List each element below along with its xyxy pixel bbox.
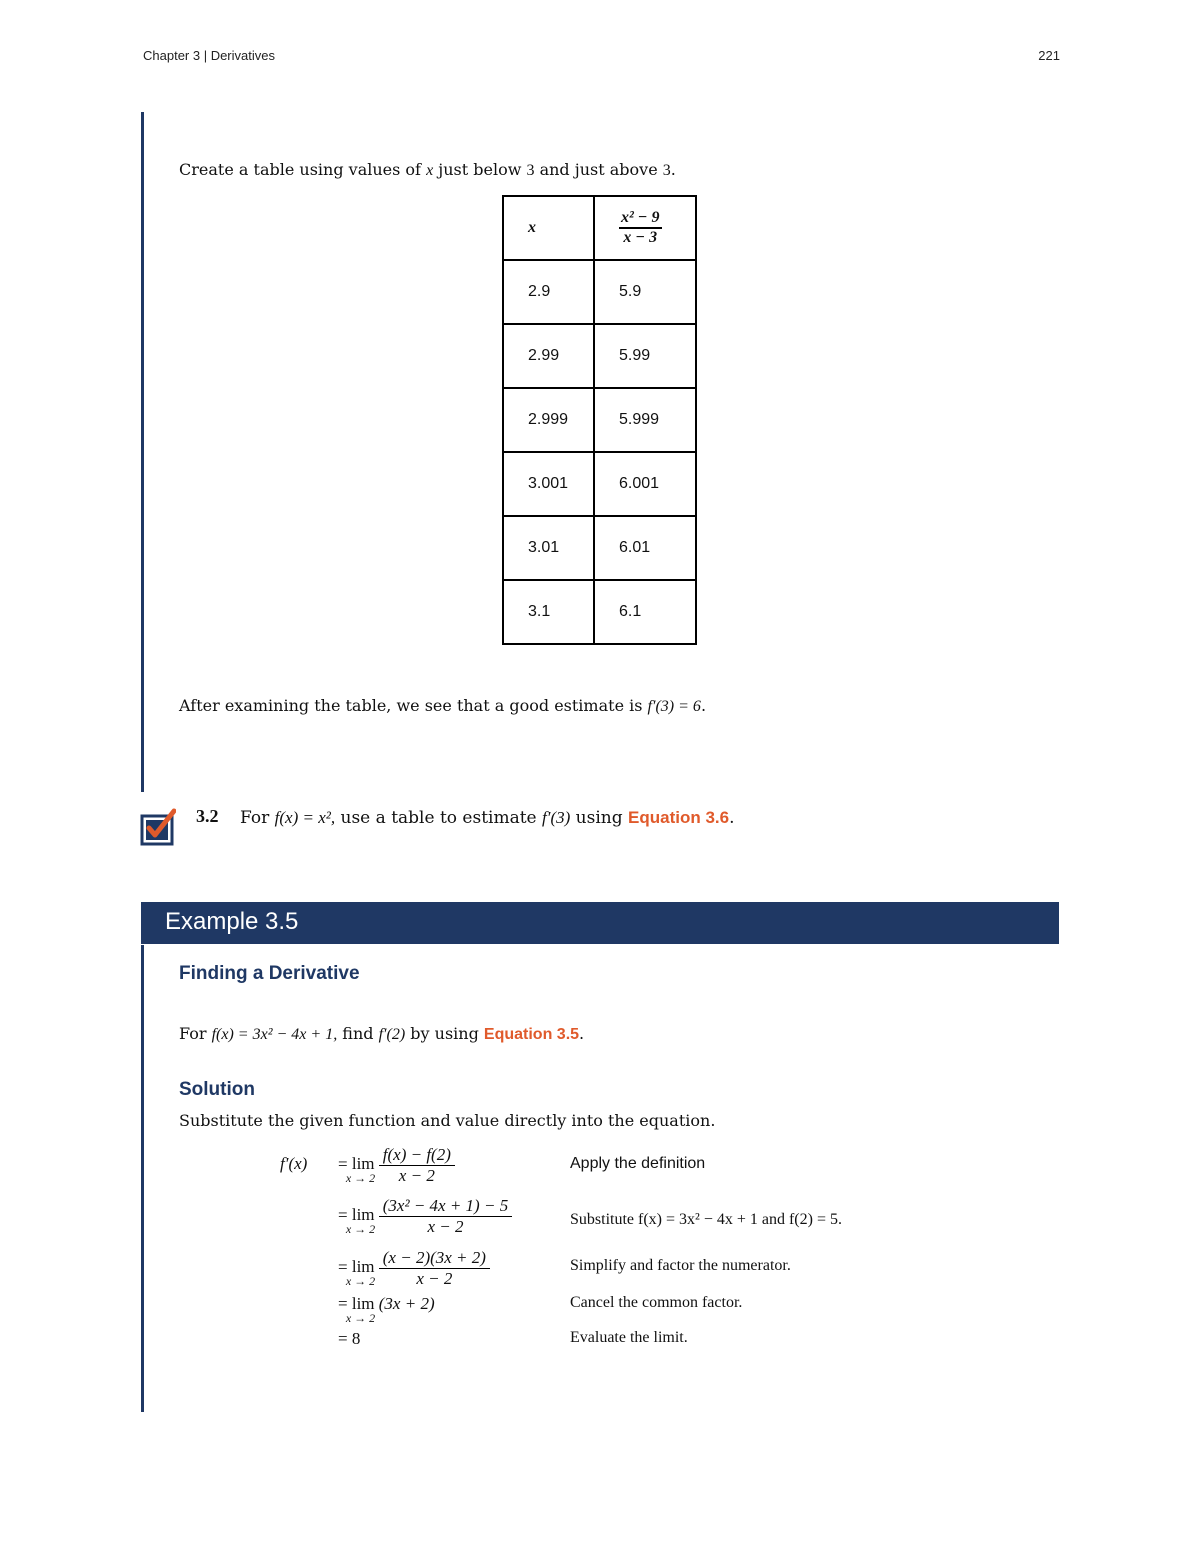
solution-heading: Solution — [179, 1079, 255, 1100]
example-title: Finding a Derivative — [179, 963, 360, 984]
equation-link[interactable]: Equation 3.6 — [628, 808, 730, 827]
table-row: 2.9 5.9 — [503, 260, 696, 324]
example-problem: For f(x) = 3x² − 4x + 1, find f′(2) by using Equation 3.5. — [179, 1024, 585, 1043]
step-1-note: Apply the definition — [570, 1155, 706, 1172]
example-side-rule — [141, 112, 144, 792]
step-2-note: Substitute f(x) = 3x² − 4x + 1 and f(2) = 5. — [570, 1211, 842, 1228]
checkpoint-number: 3.2 — [196, 806, 219, 826]
checkpoint-text: For f(x) = x², use a table to estimate f′(3) using Equation 3.6. — [240, 808, 735, 828]
table-header-row — [503, 196, 696, 260]
estimate-table — [502, 195, 697, 645]
page-number: 221 — [1038, 48, 1060, 63]
table-row: 2.99 5.99 — [503, 324, 696, 388]
step-5-note: Evaluate the limit. — [570, 1329, 688, 1346]
column-header-quotient: $\frac{\text{x² − 9}}{x - 3}$ — [594, 196, 696, 260]
checkbox-icon — [140, 808, 176, 846]
table-row: 3.01 6.01 — [503, 516, 696, 580]
derivative-lhs: f′(x) — [280, 1154, 308, 1173]
table-intro: Create a table using values of x just below 3 and just above 3. — [179, 160, 676, 179]
example-header: Example 3.5 — [141, 902, 1059, 944]
step-4-note: Cancel the common factor. — [570, 1294, 743, 1311]
step-1: = lim x → 2 $\frac{f(x) - f(2)}{x - 2}$ — [338, 1145, 455, 1186]
running-header-chapter: Chapter 3 | Derivatives — [143, 48, 275, 63]
table-row: 3.001 6.001 — [503, 452, 696, 516]
table-conclusion: After examining the table, we see that a good estimate is f′(3) = 6. — [179, 696, 707, 715]
example-side-rule — [141, 945, 144, 1412]
solution-text: Substitute the given function and value directly into the equation. — [179, 1111, 716, 1130]
column-header-x: x — [503, 196, 594, 260]
step-5: = 8 — [338, 1329, 361, 1348]
step-3-note: Simplify and factor the numerator. — [570, 1257, 791, 1274]
table-row: 2.999 5.999 — [503, 388, 696, 452]
step-2: = lim x → 2 $\frac{\text{(3x² − 4x + 1) − 5}}{x - 2}$ — [338, 1196, 512, 1237]
table-row: 3.1 6.1 — [503, 580, 696, 644]
step-3: = lim x → 2 $\frac{(x - 2)(3x + 2)}{x - 2}$ — [338, 1248, 490, 1289]
step-4: = lim x → 2 (3x + 2) — [338, 1294, 435, 1325]
equation-link[interactable]: Equation 3.5 — [483, 1026, 580, 1043]
